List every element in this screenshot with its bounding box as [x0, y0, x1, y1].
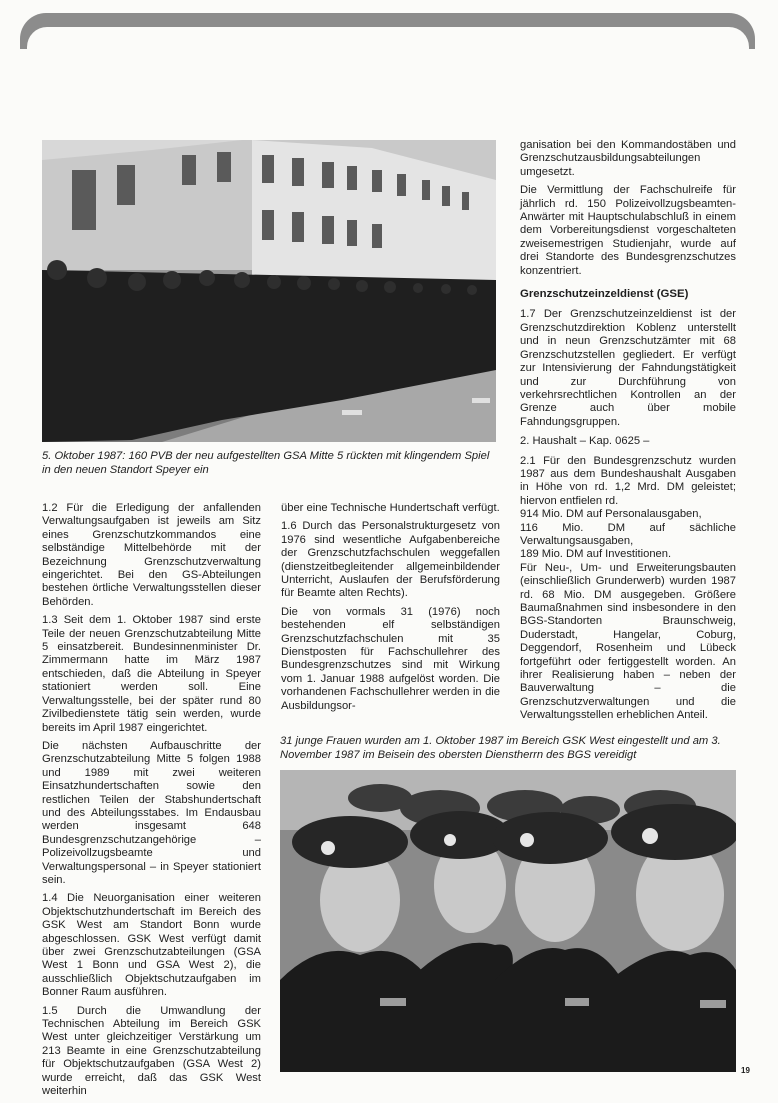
paragraph: über eine Technische Hundertschaft verfügt.	[281, 502, 500, 514]
paragraph: Die nächsten Aufbauschritte der Grenzschutzabteilung Mitte 5 folgen 1988 und 1989 mit zwei weiteren Einsatzhundertschaften sowie den restlichen Teilen der Stabshundertschaft und des Abteilungsstabes. Im Endausbau werden insgesamt 648 Bundesgrenzschutzangehörige – Polizeivollzugsbeamte und Verwaltungspersonal – in Speyer stationiert sein.	[42, 739, 261, 886]
budget-line: 914 Mio. DM auf Personalausgaben,	[520, 508, 702, 521]
text-column-1	[42, 502, 261, 1103]
paragraph: ganisation bei den Kommandostäben und Grenzschutzausbildungsabteilungen umgesetzt.	[520, 139, 736, 178]
paragraph: 1.5 Durch die Umwandlung der Technischen Abteilung im Bereich GSK West unter gleichzeitiger Verstärkung um 213 Beamte in eine Grenzschutzabteilung für Objektschutzaufgaben (GSA West 2) wurde erreicht, daß das GSK West weiterhin	[42, 1004, 261, 1098]
paragraph: Für Neu-, Um- und Erweiterungsbauten (einschließlich Grunderwerb) wurden 1987 rd. 68 Mio. DM ausgegeben. Größere Baumaßnahmen sind insbesondere in den BGS-Standorten Braunschweig, Duderstadt, Hangelar, Coburg, Deggendorf, Rosenheim und Lübeck fortgeführt oder fertiggestellt worden. An ihrer Realisierung haben – neben der Bauverwaltung – die Grenzschutzverwaltungen und die Verwaltungsstellen erheblichen Anteil.	[520, 561, 736, 722]
photo-recruits-image	[280, 770, 736, 1072]
paragraph: Die von vormals 31 (1976) noch bestehenden elf selbständigen Grenzschutzfachschulen mit 35 Dienstposten für Fachschullehrer des Bundesgrenzschutzes sind mit Wirkung vom 1. Januar 1988 aufgelöst worden. Die vorhandenen Fachschullehrer werden in die Ausbildungsor-	[281, 605, 500, 712]
paragraph: 2.1 Für den Bundesgrenzschutz wurden 1987 aus dem Bundeshaushalt Ausgaben in Höhe von rd. 1,2 Mrd. DM geleistet; hiervon entfielen rd.	[520, 454, 736, 507]
paragraph: 1.3 Seit dem 1. Oktober 1987 sind erste Teile der neuen Grenzschutzabteilung Mitte 5 einsatzbereit. Bundesinnenminister Dr. Zimmermann hatte im März 1987 entschieden, daß die Abteilung in Speyer stationiert werden soll. Eine Verwaltungsstelle, bei der später rund 80 Zivilbedienstete tätig sein werden, wurde bereits im April 1987 eingerichtet.	[42, 614, 261, 734]
photo-recruits-swearing-in	[280, 770, 736, 1072]
text-column-3	[520, 139, 736, 728]
paragraph: 1.7 Der Grenzschutzeinzeldienst ist der Grenzschutzdirektion Koblenz unterstellt und in neun Grenzschutzämter mit 68 Grenzschutzstellen gegliedert. Er verfügt zur Intensivierung der Fahndungstätigkeit und zur Durchführung von verkehrsrechtlichen Kontrollen an der Grenze auch über mobile Fahndungsgruppen.	[520, 308, 736, 428]
photo-marching-column	[42, 140, 496, 442]
section-subheading: 2. Haushalt – Kap. 0625 –	[520, 435, 650, 448]
photo-marching-column-image	[42, 140, 496, 442]
paragraph: 1.4 Die Neuorganisation einer weiteren Objektschutzhundertschaft im Bereich des GSK West am Standort Bonn wurde abgeschlossen. GSK West verfügt damit über zwei Grenzschutzabteilungen (GSA West 1 Bonn und GSA West 2), die ausschließlich Objektschutzaufgaben im Bonner Raum ausführen.	[42, 892, 261, 999]
page-number: 19	[741, 1066, 750, 1075]
budget-line: 116 Mio. DM auf sächliche Verwaltungsausgaben,	[520, 521, 736, 547]
paragraph: 1.6 Durch das Personalstrukturgesetz von 1976 sind wesentliche Aufgabenbereiche der Grenzschutzfachschulen weggefallen (dienstzeitbegleitender allgemeinbildender Unterricht, Auslaufen der Berufsförderung für Beamte alten Rechts).	[281, 520, 500, 600]
text-column-2	[281, 502, 500, 718]
section-heading: Grenzschutzeinzeldienst (GSE)	[520, 288, 689, 301]
budget-line: 189 Mio. DM auf Investitionen.	[520, 548, 672, 561]
photo-caption: 31 junge Frauen wurden am 1. Oktober 1987 im Bereich GSK West eingestellt und am 3. November 1987 im Beisein des obersten Dienstherrn des BGS vereidigt	[280, 735, 721, 761]
photo-caption: 5. Oktober 1987: 160 PVB der neu aufgestellten GSA Mitte 5 rückten mit klingendem Spiel in den neuen Standort Speyer ein	[42, 450, 490, 476]
paragraph: Die Vermittlung der Fachschulreife für jährlich rd. 150 Polizeivollzugsbeamten-Anwärter mit Hauptschulabschluß in einem dem Vorbereitungsdienst vorgeschalteten zweisemestrigen Studienjahr, wurde auf drei Standorte des Bundesgrenzschutzes konzentriert.	[520, 184, 736, 277]
paragraph: 1.2 Für die Erledigung der anfallenden Verwaltungsaufgaben ist jeweils am Sitz eines Grenzschutzkommandos eine selbständige Mittelbehörde mit der Bezeichnung Grenzschutzverwaltung eingerichtet. Bei den GS-Abteilungen bestehen örtliche Verwaltungsstellen dieser Behörden.	[42, 502, 261, 608]
